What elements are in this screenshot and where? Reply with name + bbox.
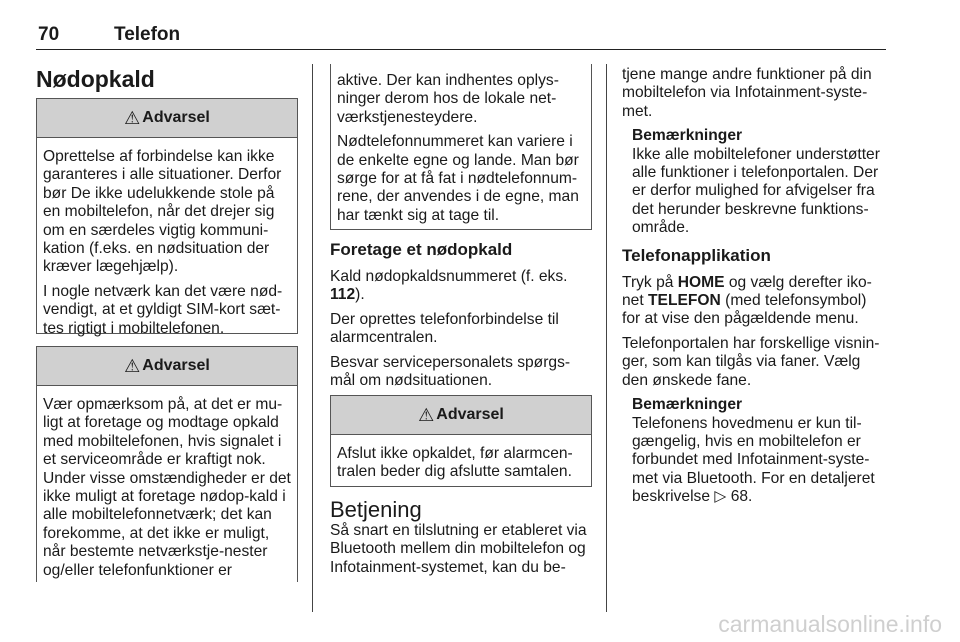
page-ref-arrow-icon: ▷ bbox=[714, 488, 727, 506]
section-heading-make-call: Foretage et nødopkald bbox=[330, 240, 513, 259]
page-number: 70 bbox=[38, 24, 60, 45]
warning-box-1 bbox=[36, 98, 298, 337]
home-key: HOME bbox=[677, 273, 725, 291]
warning-paragraph: Vær opmærksom på, at det er mu-ligt at foretage og modtage opkald med mobiltelefonen, hvis signalet i et serviceområde er kraftigt nok. Under visse omstændigheder er det ikke muligt at foretage nødop-kald i alle mobiltelefonnetværk; det kan forekomme, at det ikke er muligt, når bestemte netværkstje-nester og/eller telefonfunktioner er bbox=[43, 396, 291, 579]
warning-body bbox=[37, 386, 297, 592]
warning-paragraph: I nogle netværk kan det være nød-vendigt, at et gyldigt SIM-kort sæt-tes rigtigt i mobiltelefonen. bbox=[43, 282, 283, 337]
note-text: Ikke alle mobiltelefoner understøtter alle funktioner i telefonportalen. Der er derfor mulighed for afvigelser fra det herunder beskrevne funktions-område. bbox=[632, 145, 880, 237]
warning-triangle-icon: ⚠ bbox=[124, 355, 141, 376]
warning-paragraph: aktive. Der kan indhentes oplys-ninger derom hos de lokale net-værkstjenesteydere. bbox=[337, 72, 559, 126]
emergency-number: 112 bbox=[330, 286, 356, 304]
paragraph: Telefonportalen har forskellige visnin-ger, som kan tilgås via faner. Vælg den ønskede fane. bbox=[622, 334, 880, 389]
warning-paragraph: Nødtelefonnummeret kan variere i de enkelte egne og lande. Man bør sørge for at få fat i nødtelefonnum-rene, der anvendes i de egne, man har tænkt sig at tage til. bbox=[337, 133, 579, 224]
column-2-lower bbox=[330, 498, 592, 583]
section-heading-operation: Betjening bbox=[330, 497, 422, 522]
warning-title: Advarsel bbox=[142, 109, 210, 126]
telefon-icon-label: TELEFON bbox=[648, 292, 721, 310]
note-text: Telefonens hovedmenu er kun til-gængelig, hvis en mobiltelefon er forbundet med Infotainment-syste-met via Bluetooth. For en detaljeret beskrivelse bbox=[632, 414, 875, 506]
warning-header bbox=[37, 99, 297, 138]
warning-body bbox=[331, 435, 591, 494]
note-2 bbox=[622, 396, 886, 506]
column-1 bbox=[36, 66, 298, 92]
header-rule bbox=[36, 49, 886, 50]
warning-title: Advarsel bbox=[436, 406, 504, 423]
column-divider-1 bbox=[312, 64, 313, 612]
column-2-text bbox=[330, 240, 592, 396]
paragraph: Der oprettes telefonforbindelse til alarmcentralen. bbox=[330, 310, 559, 347]
chapter-title: Telefon bbox=[114, 24, 181, 45]
warning-title: Advarsel bbox=[142, 357, 210, 374]
warning-box-2 bbox=[36, 346, 298, 582]
warning-paragraph: Afslut ikke opkaldet, før alarmcen-tralen beder dig afslutte samtalen. bbox=[337, 445, 573, 481]
paragraph: tjene mange andre funktioner på din mobiltelefon via Infotainment-syste-met. bbox=[622, 66, 872, 120]
warning-triangle-icon: ⚠ bbox=[418, 404, 435, 425]
note-1 bbox=[622, 127, 886, 237]
warning-body bbox=[37, 138, 297, 350]
note-title: Bemærkninger bbox=[632, 127, 743, 145]
warning-header bbox=[331, 396, 591, 435]
warning-body bbox=[331, 64, 591, 237]
paragraph: Besvar servicepersonalets spørgs-mål om nødsituationen. bbox=[330, 353, 571, 390]
warning-paragraph: Oprettelse af forbindelse kan ikke garanteres i alle situationer. Derfor bør De ikke udelukkende stole på en mobiltelefon, når det drejer sig om en særdeles vigtig kommuni-kation (f.eks. en nødsituation der kræver lægehjælp). bbox=[43, 148, 282, 276]
note-title: Bemærkninger bbox=[632, 396, 743, 414]
paragraph: Kald nødopkaldsnummeret (f. eks. 112). bbox=[330, 268, 568, 304]
warning-box-3 bbox=[330, 395, 592, 487]
section-title-emergency: Nødopkald bbox=[36, 66, 155, 92]
section-heading-phone-app: Telefonapplikation bbox=[622, 245, 771, 265]
page-ref[interactable]: 68. bbox=[730, 488, 753, 506]
column-divider-2 bbox=[606, 64, 607, 612]
paragraph: Tryk på HOME og vælg derefter iko-net TELEFON (med telefonsymbol) for at vise den pågældende menu. bbox=[622, 273, 872, 328]
warning-header bbox=[37, 347, 297, 386]
column-3 bbox=[622, 66, 886, 515]
watermark: carmanualsonline.info bbox=[718, 611, 942, 637]
warning-triangle-icon: ⚠ bbox=[124, 107, 141, 128]
warning-box-continued bbox=[330, 64, 592, 230]
paragraph: Så snart en tilslutning er etableret via Bluetooth mellem din mobiltelefon og Infotainment-systemet, kan du be- bbox=[330, 522, 587, 576]
